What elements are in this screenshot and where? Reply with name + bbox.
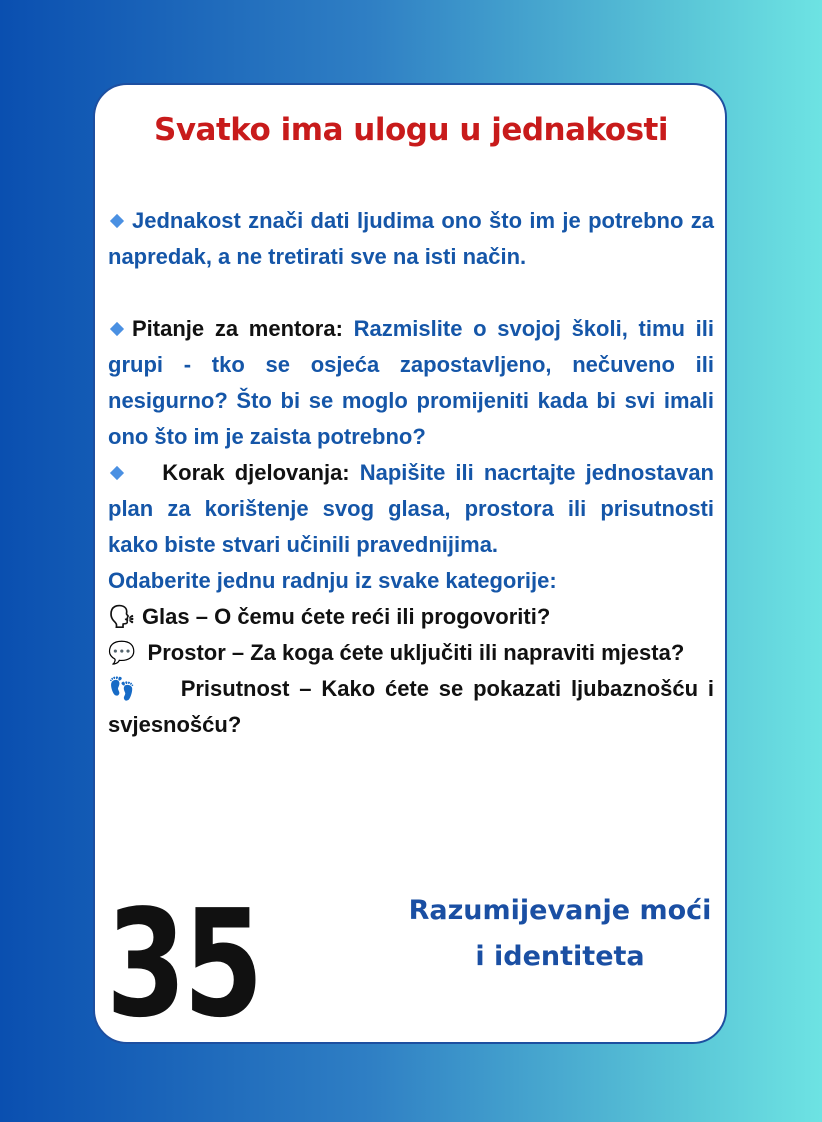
item-space-text: Prostor – Za koga ćete uključiti ili napraviti mjesta? <box>147 640 685 665</box>
diamond-bullet-icon <box>110 322 124 336</box>
card-title: Svatko ima ulogu u jednakosti <box>154 112 668 148</box>
action-text: Napišite ili nacrtajte jednostavan plan za korištenje svog glasa, prostora ili prisutnosti kako biste stvari učinili pravednijima. <box>108 460 714 557</box>
choose-line: Odaberite jednu radnju iz svake kategorije: <box>108 568 557 593</box>
paragraph-mentor <box>108 311 714 455</box>
subtitle-line-2: i identiteta <box>475 941 645 972</box>
card-subtitle <box>400 888 720 980</box>
mentor-text: Razmislite o svojoj školi, timu ili grupi - tko se osjeća zapostavljeno, nečuveno ili nesigurno? Što bi se moglo promijeniti kada bi svi imali ono što im je zaista potrebno? <box>108 316 714 449</box>
card-number: 35 <box>106 878 261 1050</box>
speech-bubble-icon: 💬 <box>108 640 136 665</box>
item-voice-text: Glas – O čemu ćete reći ili progovoriti? <box>141 604 551 629</box>
card-content <box>108 203 714 743</box>
item-presence-text: Prisutnost – Kako ćete se pokazati ljubaznošću i svjesnošću? <box>108 676 714 737</box>
subtitle-line-1: Razumijevanje moći <box>408 895 712 926</box>
speaking-head-icon: 🗣 <box>108 604 136 629</box>
mentor-label: Pitanje za mentora: <box>132 316 343 341</box>
item-space <box>108 635 714 671</box>
diamond-bullet-icon <box>110 214 124 228</box>
diamond-bullet-icon <box>110 466 124 480</box>
action-label: Korak djelovanja: <box>162 460 350 485</box>
footprints-icon: 👣 <box>108 676 136 701</box>
item-presence <box>108 671 714 743</box>
item-voice <box>108 599 714 635</box>
paragraph-equality-text: Jednakost znači dati ljudima ono što im je potrebno za napredak, a ne tretirati sve na isti način. <box>108 208 714 269</box>
paragraph-equality <box>108 203 714 275</box>
paragraph-action <box>108 455 714 563</box>
